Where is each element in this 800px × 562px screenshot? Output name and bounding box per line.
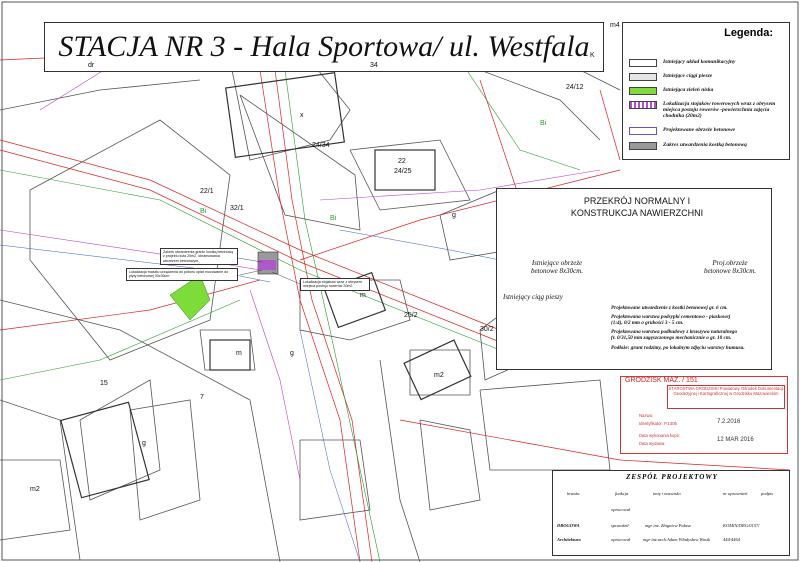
section-desc-line: Projektowana warstwa podbudowy z kruszywa naturalnego [611,329,738,335]
section-desc-line: (1:4), 0/2 mm o grubości 3 - 5 cm. [611,320,684,326]
label-proposed-curb [695,259,765,275]
legend-item [629,142,787,150]
plot-label: 25/2 [404,312,418,319]
team-header: funkcja [615,491,629,496]
legend-label: Istniejąca zieleń niska [663,87,714,93]
legend-item [629,87,787,95]
legend-label: Istniejący układ komunikacyjny [663,59,736,65]
team-cell: opracował [611,537,631,542]
label-line: betonowe 8x30cm. [530,267,584,275]
plot-label: m [236,350,242,357]
plot-label: 24/34 [312,142,330,149]
label-line: betonowe 8x30cm. [703,267,757,275]
design-team-table [552,470,790,556]
team-cell: sprawdził [611,523,629,528]
stamp-line: Data wykonania kopii: [639,433,680,438]
section-title-line: KONSTRUKCJA NAWIERZCHNI [570,208,704,218]
plot-label: K [590,52,595,59]
label-line: Proj.obrzeże [712,259,748,267]
map-title [44,22,604,72]
plot-label: g [142,440,146,447]
plot-label: m2 [434,372,444,379]
plot-label: Bi [330,215,337,222]
legend-label: Istniejące ciągi piesze [663,73,713,79]
team-header: podpis [761,491,774,496]
team-header: imię i nazwisko [653,491,681,496]
team-cell: opracował [611,507,631,512]
legend-item [629,101,787,119]
legend-swatch [629,59,657,67]
legend-label: Zakres utwardzenia kostką betonową [663,142,747,148]
legend [622,22,790,160]
plot-label: Bi [200,208,207,215]
legend-heading: Legenda: [724,27,773,39]
legend-item [629,59,787,67]
plot-label: 7 [200,394,204,401]
plot-label: 15 [100,380,108,387]
team-cell: KOMIN/DRG/0157/ [723,523,760,528]
plot-label: 34 [370,62,378,69]
label-walkway: Istniejący ciąg pieszy [503,293,563,301]
team-cell: Architektura [557,537,581,542]
legend-item [629,73,787,81]
legend-label: Projektowane obrzeże betonowe [663,127,736,133]
team-cell: mgr inż. Zbigniew Pałasz [645,523,691,528]
cross-section-panel [496,188,772,370]
plot-label: dr [88,62,95,69]
legend-swatch [629,87,657,95]
legend-item [629,127,787,135]
plot-label: m4 [610,22,620,29]
plot-label: g [452,212,456,219]
legend-swatch [629,127,657,135]
label-existing-curb [527,259,587,275]
plot-label: g [290,350,294,357]
stamp-top-text: GRODZISK MAZ. / 151 [625,377,698,384]
section-desc-line: Podłoże: grunt rodzimy, po lokalnym zdjęciu warstwy humusu. [611,345,745,351]
team-title: ZESPÓŁ PROJEKTOWY [626,473,718,481]
team-cell: DROGOWA [557,523,580,528]
callout-pay-mast: Lokalizacja masztu urządzenia do poboru opłat mocowanie do płyty betonowej 30x30cm [126,268,238,281]
plot-label: 22/1 [200,188,214,195]
section-desc-line: fr. 0/31,50 mm zagęszczonego mechanicznie o gr. 10 cm. [611,335,732,341]
stamp-value: 7.2.2016 [717,419,741,425]
plot-label: 32/1 [230,205,244,212]
plot-label: 24/12 [566,84,584,91]
section-title [557,195,717,219]
plot-label: 24/25 [394,168,412,175]
team-cell: mgr inż.arch.Adam Władysław Wasik [643,537,711,542]
map-title-text: STACJA NR 3 - Hala Sportowa/ ul. Westfala [58,30,590,63]
stamp-line: Data wydania: [639,441,666,446]
team-header: branża [567,491,580,496]
legend-swatch [629,101,657,109]
callout-paving: Zakres utwardzenia granic kostką betonową z projektu łoża 20m2, obramowania obrzeżem betonowym. [160,248,238,265]
plot-label: x [300,112,304,119]
legend-label: Lokalizacja stojaków rowerowych wraz z obrysem miejsca postoju rowerów -powierzchnia zajęcia chodnika (20m2) [663,101,776,119]
plot-label: m [360,292,366,299]
callout-bike-parking: Lokalizacja stojaków wraz z obrysem miejsca postoju rowerów 20m2 [300,278,370,291]
stamp-value: 12 MAR 2016 [717,437,754,443]
section-title-line: PRZEKRÓJ NORMALNY I [583,196,691,206]
legend-swatch [629,73,657,81]
label-line: Istniejące obrzeże [531,259,583,267]
stamp-line: Identyfikator: P.1405 [639,421,677,426]
bike-rack-area [258,260,276,270]
office-stamp [620,376,788,454]
stamp-box: STAROSTWA GRODZISKI Powiatowy Ośrodek Dokumentacji Geodezyjnej i Kartograficznej w Grodzisku Mazowieckim [667,385,785,409]
team-header: nr uprawnień [723,491,748,496]
team-cell: 444/4464 [723,537,741,542]
section-desc-line: Projektowane utwardzenie z kostki betonowej gr. 6 cm. [611,305,728,311]
legend-swatch [629,142,657,150]
stamp-line: Nazwa: [639,413,653,418]
plot-label: Bi [540,120,547,127]
plot-label: 22 [398,158,406,165]
section-desc-line: Projektowana warstwa podsypki cementowo - piaskowej [611,314,731,320]
plot-label: m2 [30,486,40,493]
plot-label: 30/2 [480,326,494,333]
